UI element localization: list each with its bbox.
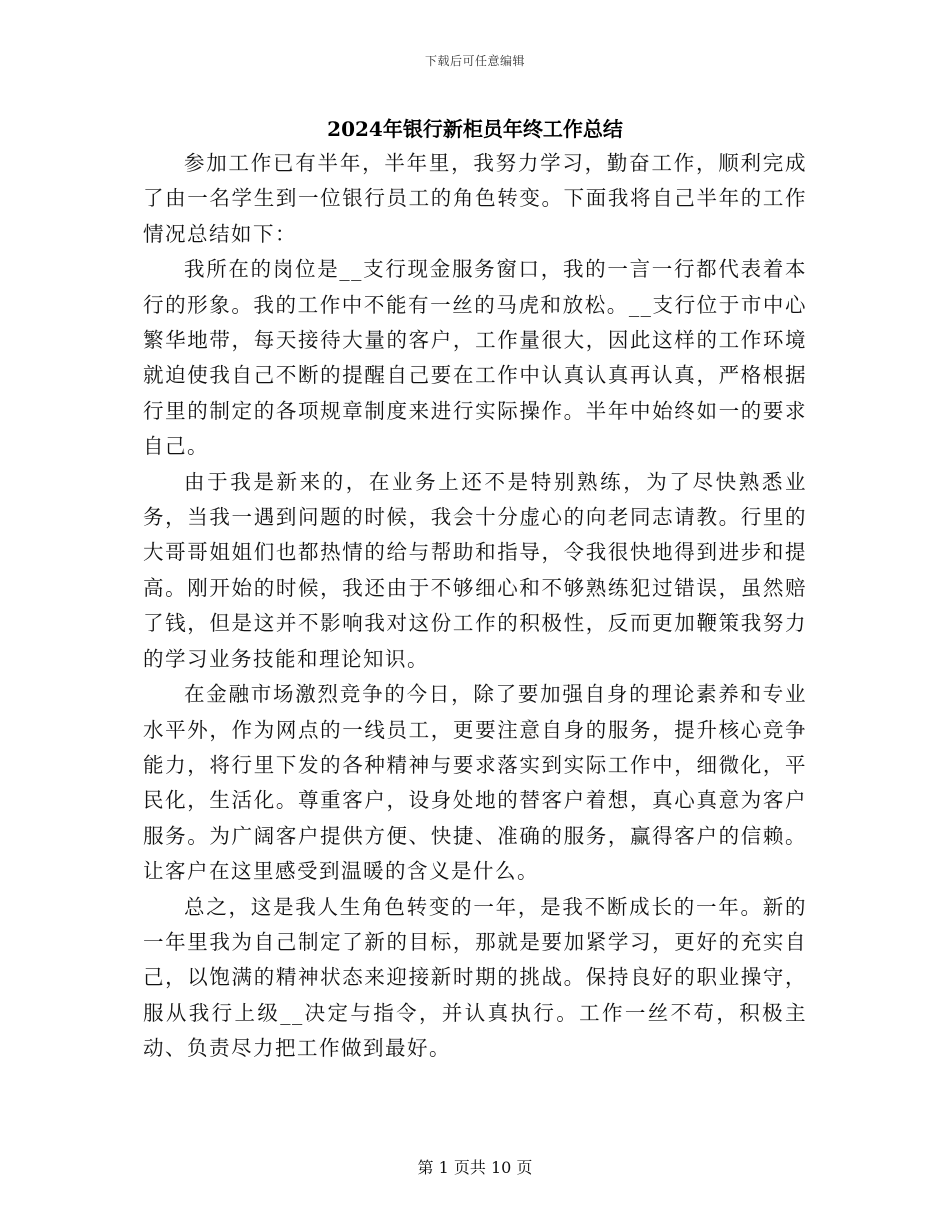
page-number: 第 1 页共 10 页: [417, 1158, 533, 1177]
page-header-note: 下载后可任意编辑: [424, 54, 525, 68]
paragraph-service: 在金融市场激烈竞争的今日，除了要加强自身的理论素养和专业水平外，作为网点的一线员工，更要注意自身的服务，提升核心竞争能力，将行里下发的各种精神与要求落实到实际工作中，细微化，平民化，生活化。尊重客户，设身处地的替客户着想，真心真意为客户服务。为广阔客户提供方便、快捷、准确的服务，赢得客户的信赖。让客户在这里感受到温暖的含义是什么。: [143, 682, 807, 884]
document-title: 2024年银行新柜员年终工作总结: [327, 117, 623, 141]
paragraph-intro: 参加工作已有半年，半年里，我努力学习，勤奋工作，顺利完成了由一名学生到一位银行员工的角色转变。下面我将自己半年的工作情况总结如下：: [143, 151, 807, 246]
paragraph-learning: 由于我是新来的，在业务上还不是特别熟练，为了尽快熟悉业务，当我一遇到问题的时候，我会十分虚心的向老同志请教。行里的大哥哥姐姐们也都热情的给与帮助和指导，令我很快地得到进步和提高。刚开始的时候，我还由于不够细心和不够熟练犯过错误，虽然赔了钱，但是这并不影响我对这份工作的积极性，反而更加鞭策我努力的学习业务技能和理论知识。: [143, 469, 807, 671]
paragraph-conclusion: 总之，这是我人生角色转变的一年，是我不断成长的一年。新的一年里我为自己制定了新的目标，那就是要加紧学习，更好的充实自己，以饱满的精神状态来迎接新时期的挑战。保持良好的职业操守，服从我行上级__决定与指令，并认真执行。工作一丝不苟，积极主动、负责尽力把工作做到最好。: [143, 894, 807, 1061]
paragraph-position: 我所在的岗位是__支行现金服务窗口，我的一言一行都代表着本行的形象。我的工作中不能有一丝的马虎和放松。__支行位于市中心繁华地带，每天接待大量的客户，工作量很大，因此这样的工作环境就迫使我自己不断的提醒自己要在工作中认真认真再认真，严格根据行里的制定的各项规章制度来进行实际操作。半年中始终如一的要求自己。: [143, 257, 807, 459]
document-body: [143, 146, 807, 1067]
